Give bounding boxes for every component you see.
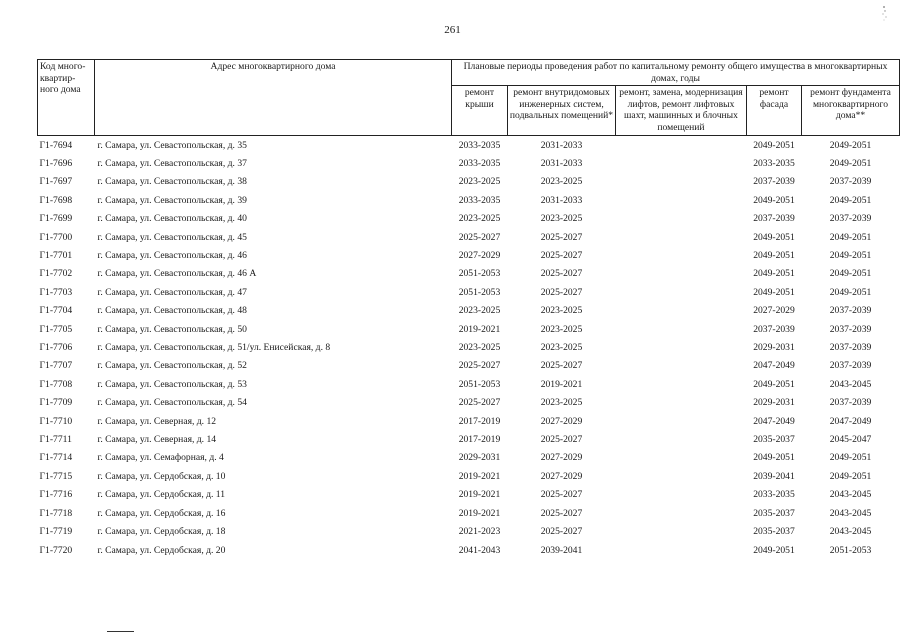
table-row [38,302,900,320]
cell-address: г. Самара, ул. Севастопольская, д. 39 [97,194,247,206]
cell-facade: 2029-2031 [753,342,795,354]
cell-internal: 2025-2027 [540,250,583,261]
cell-address: г. Самара, ул. Севастопольская, д. 48 [97,305,247,317]
table-row [38,468,900,486]
cell-internal: 2031-2033 [540,194,583,206]
table-row [38,357,900,375]
cell-roof: 2017-2019 [458,415,501,427]
cell-foundation: 2037-2039 [829,342,872,354]
cell-facade: 2047-2049 [753,360,795,372]
table-row [38,542,900,560]
cell-foundation: 2049-2051 [829,250,872,261]
cell-address: г. Самара, ул. Сердобская, д. 16 [97,507,226,519]
cell-address: г. Самара, ул. Севастопольская, д. 38 [97,176,247,188]
cell-foundation: 2037-2039 [829,213,872,225]
cell-facade: 2049-2051 [753,250,795,261]
cell-address: г. Самара, ул. Севастопольская, д. 35 [97,139,247,151]
cell-address: г. Самара, ул. Севастопольская, д. 40 [97,213,247,225]
cell-address: г. Самара, ул. Севастопольская, д. 50 [97,323,247,335]
cell-internal: 2027-2029 [540,452,583,464]
cell-roof: 2033-2035 [458,139,501,151]
cell-internal: 2031-2033 [540,157,583,169]
cell-code: Г1-7698 [39,194,73,206]
cell-roof: 2019-2021 [458,489,501,501]
cell-lift [616,376,747,394]
table-row [38,339,900,357]
cell-roof: 2051-2053 [458,286,501,298]
cell-code: Г1-7710 [39,415,73,427]
cell-lift [616,155,747,173]
cell-foundation: 2049-2051 [829,231,872,243]
table-row [38,413,900,431]
footnote-divider [107,631,134,632]
cell-internal: 2039-2041 [540,544,583,556]
cell-code: Г1-7699 [39,213,73,225]
cell-internal: 2023-2025 [540,213,583,225]
cell-lift [616,449,747,467]
header-code: Код много-квартир-ного дома [38,60,95,136]
cell-lift [616,523,747,541]
cell-address: г. Самара, ул. Севастопольская, д. 54 [97,397,247,409]
table-row [38,376,900,394]
cell-roof: 2051-2053 [458,378,501,390]
cell-facade: 2049-2051 [753,231,795,243]
cell-address: г. Самара, ул. Севастопольская, д. 52 [97,360,247,372]
cell-facade: 2049-2051 [753,378,795,390]
cell-lift [616,542,747,560]
cell-roof: 2019-2021 [458,507,501,519]
table-row [38,321,900,339]
cell-roof: 2033-2035 [458,194,501,206]
cell-code: Г1-7697 [39,176,73,188]
cell-internal: 2025-2027 [540,489,583,501]
cell-code: Г1-7708 [39,378,73,390]
cell-roof: 2025-2027 [458,231,501,243]
cell-facade: 2047-2049 [753,415,795,427]
header-address: Адрес многоквартирного дома [95,60,452,136]
cell-address: г. Самара, ул. Сердобская, д. 18 [97,526,226,538]
cell-lift [616,192,747,210]
cell-roof: 2051-2053 [458,268,501,280]
cell-code: Г1-7719 [39,526,73,538]
cell-foundation: 2043-2045 [829,378,872,390]
cell-address: г. Самара, ул. Сердобская, д. 11 [97,489,226,501]
cell-code: Г1-7706 [39,342,73,354]
cell-roof: 2019-2021 [458,470,501,482]
cell-roof: 2023-2025 [458,342,501,354]
cell-facade: 2049-2051 [753,544,795,556]
cell-code: Г1-7696 [39,157,73,169]
table-row [38,247,900,265]
header-foundation: ремонт фундамента многоквартирного дома** [802,86,900,135]
cell-code: Г1-7711 [39,434,72,446]
cell-lift [616,339,747,357]
cell-code: Г1-7709 [39,397,73,409]
cell-internal: 2025-2027 [540,286,583,298]
cell-internal: 2023-2025 [540,176,583,188]
cell-foundation: 2037-2039 [829,176,872,188]
header-internal: ремонт внутридомовых инженерных систем, подвальных помещений* [508,86,616,135]
table-row [38,284,900,302]
table-row [38,192,900,210]
cell-facade: 2035-2037 [753,434,795,446]
table-row [38,394,900,412]
cell-lift [616,486,747,504]
cell-internal: 2023-2025 [540,305,583,317]
cell-code: Г1-7720 [39,544,73,556]
cell-address: г. Самара, ул. Севастопольская, д. 37 [97,157,247,169]
cell-roof: 2041-2043 [458,544,501,556]
table-row [38,210,900,228]
cell-internal: 2027-2029 [540,470,583,482]
cell-facade: 2035-2037 [753,526,795,538]
cell-foundation: 2043-2045 [829,489,872,501]
cell-lift [616,210,747,228]
cell-lift [616,321,747,339]
cell-lift [616,413,747,431]
cell-foundation: 2049-2051 [829,157,872,169]
cell-lift [616,394,747,412]
table-body [38,135,900,560]
cell-foundation: 2049-2051 [829,139,872,151]
cell-lift [616,173,747,191]
cell-foundation: 2051-2053 [829,544,872,556]
cell-foundation: 2049-2051 [829,470,872,482]
cell-internal: 2019-2021 [540,378,583,390]
table-row [38,431,900,449]
cell-address: г. Самара, ул. Северная, д. 12 [97,415,217,427]
cell-internal: 2025-2027 [540,507,583,519]
cell-code: Г1-7700 [39,231,73,243]
cell-lift [616,302,747,320]
table-row [38,135,900,155]
table-row [38,265,900,283]
cell-facade: 2039-2041 [753,470,795,482]
cell-foundation: 2043-2045 [829,507,872,519]
cell-address: г. Самара, ул. Севастопольская, д. 45 [97,231,247,243]
cell-facade: 2049-2051 [753,268,795,280]
cell-facade: 2049-2051 [753,194,795,206]
cell-facade: 2033-2035 [753,489,795,501]
table-row [38,449,900,467]
cell-code: Г1-7707 [39,360,73,372]
table-row [38,155,900,173]
cell-address: г. Самара, ул. Сердобская, д. 20 [97,544,226,556]
cell-foundation: 2049-2051 [829,268,872,280]
cell-address: г. Самара, ул. Семафорная, д. 4 [97,452,224,464]
cell-facade: 2037-2039 [753,323,795,335]
cell-internal: 2031-2033 [540,139,583,151]
cell-address: г. Самара, ул. Севастопольская, д. 47 [97,286,247,298]
header-facade: ремонт фасада [747,86,802,135]
cell-roof: 2025-2027 [458,397,501,409]
cell-internal: 2025-2027 [540,360,583,372]
cell-foundation: 2037-2039 [829,397,872,409]
header-periods-group: Плановые периоды проведения работ по капитальному ремонту общего имущества в многоквартирных домах, годы [452,60,900,86]
cell-facade: 2049-2051 [753,286,795,298]
cell-lift [616,505,747,523]
cell-internal: 2025-2027 [540,526,583,538]
cell-internal: 2025-2027 [540,434,583,446]
cell-lift [616,135,747,155]
cell-internal: 2027-2029 [540,415,583,427]
cell-facade: 2029-2031 [753,397,795,409]
table-row [38,486,900,504]
cell-foundation: 2047-2049 [829,415,872,427]
cell-address: г. Самара, ул. Севастопольская, д. 51/ул. Енисейская, д. 8 [97,342,331,354]
table-row [38,229,900,247]
cell-lift [616,247,747,265]
cell-foundation: 2037-2039 [829,323,872,335]
cell-address: г. Самара, ул. Севастопольская, д. 46 [97,250,247,261]
cell-roof: 2017-2019 [458,434,501,446]
table-row [38,505,900,523]
cell-code: Г1-7715 [39,470,73,482]
cell-code: Г1-7702 [39,268,73,280]
cell-lift [616,431,747,449]
header-roof: ремонт крыши [452,86,508,135]
cell-internal: 2023-2025 [540,397,583,409]
cell-internal: 2025-2027 [540,268,583,280]
scan-speck-mark [877,4,891,22]
cell-internal: 2023-2025 [540,323,583,335]
cell-roof: 2027-2029 [458,250,501,261]
cell-code: Г1-7704 [39,305,73,317]
cell-roof: 2033-2035 [458,157,501,169]
cell-internal: 2023-2025 [540,342,583,354]
cell-internal: 2025-2027 [540,231,583,243]
cell-address: г. Самара, ул. Северная, д. 14 [97,434,217,446]
cell-code: Г1-7714 [39,452,73,464]
cell-code: Г1-7705 [39,323,73,335]
header-lift: ремонт, замена, модернизация лифтов, ремонт лифтовых шахт, машинных и блочных помещений [616,86,747,135]
cell-roof: 2025-2027 [458,360,501,372]
table-row [38,173,900,191]
cell-foundation: 2049-2051 [829,452,872,464]
cell-facade: 2033-2035 [753,157,795,169]
cell-foundation: 2043-2045 [829,526,872,538]
cell-lift [616,284,747,302]
table-row [38,523,900,541]
cell-address: г. Самара, ул. Сердобская, д. 10 [97,470,226,482]
cell-code: Г1-7701 [39,250,73,261]
cell-roof: 2019-2021 [458,323,501,335]
cell-facade: 2037-2039 [753,176,795,188]
cell-code: Г1-7716 [39,489,73,501]
cell-address: г. Самара, ул. Севастопольская, д. 46 А [97,268,257,280]
capital-repair-table [37,59,900,560]
cell-foundation: 2037-2039 [829,360,872,372]
cell-code: Г1-7703 [39,286,73,298]
cell-roof: 2029-2031 [458,452,501,464]
cell-roof: 2023-2025 [458,176,501,188]
cell-code: Г1-7694 [39,139,73,151]
cell-code: Г1-7718 [39,507,73,519]
cell-roof: 2021-2023 [458,526,501,538]
cell-facade: 2049-2051 [753,139,795,151]
cell-lift [616,357,747,375]
cell-foundation: 2037-2039 [829,305,872,317]
cell-foundation: 2049-2051 [829,286,872,298]
cell-foundation: 2045-2047 [829,434,872,446]
capital-repair-table-wrap [37,59,899,560]
cell-facade: 2027-2029 [753,305,795,317]
cell-facade: 2049-2051 [753,452,795,464]
cell-facade: 2037-2039 [753,213,795,225]
cell-lift [616,229,747,247]
table-header [38,60,900,136]
page-number: 261 [444,24,461,36]
cell-roof: 2023-2025 [458,305,501,317]
cell-lift [616,468,747,486]
cell-roof: 2023-2025 [458,213,501,225]
cell-facade: 2035-2037 [753,507,795,519]
cell-address: г. Самара, ул. Севастопольская, д. 53 [97,378,247,390]
cell-lift [616,265,747,283]
cell-foundation: 2049-2051 [829,194,872,206]
